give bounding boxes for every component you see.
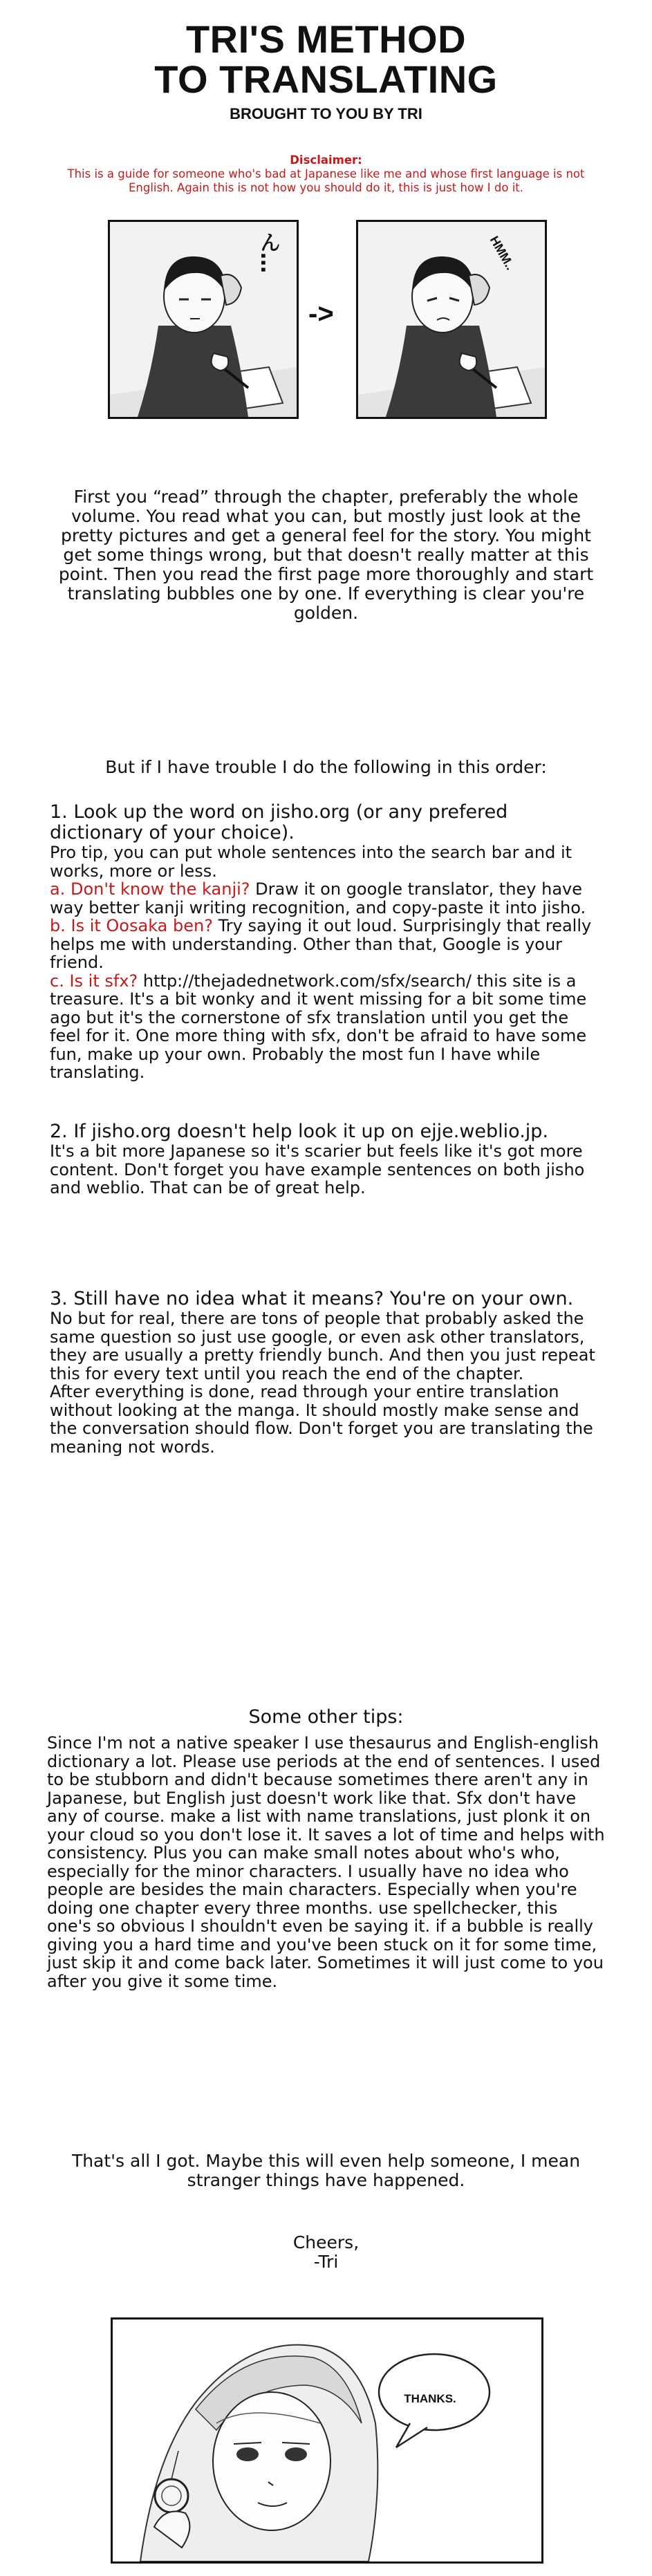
step-1b-text: Try saying it out loud. Surprisingly that really helps me with understanding. Other than that, Google is your friend. xyxy=(50,916,592,972)
manga-panel-bottom xyxy=(111,2317,543,2564)
disclaimer-heading: Disclaimer: xyxy=(290,153,362,167)
order-line: But if I have trouble I do the following in this order: xyxy=(105,757,547,777)
step-1 xyxy=(50,802,602,1082)
step-1a-label: a. Don't know the kanji? xyxy=(50,879,250,899)
step-3-text-1: No but for real, there are tons of people that probably asked the same question so just use google, or even ask other translators, they are usually a pretty friendly bunch. And then you just repeat this for every text until you reach the end of the chapter. xyxy=(50,1309,595,1383)
thanks-speech-bubble: THANKS. xyxy=(404,2392,456,2405)
tips-paragraph: Since I'm not a native speaker I use thesaurus and English-english dictionary a lot. Please use periods at the end of sentences. I used to be stubborn and didn't because sometimes there aren't any in Japanese, but English just doesn't work like that. Sfx don't have any of course. make a list with name translations, just plonk it on your cloud so you don't lose it. It saves a lot of time and helps with consistency. Plus you can make small notes about who's who, especially for the minor characters. I usually have no idea who people are besides the main characters. Especially when you're doing one chapter every three months. use spellchecker, this one's so obvious I shouldn't even be saying it. if a bubble is really giving you a hard time and you've been stuck on it for some time, just skip it and come back later. Sometimes it will just come to you after you give it some time. xyxy=(47,1733,605,1991)
tips-title: Some other tips: xyxy=(248,1706,404,1728)
step-3-text-2: After everything is done, read through your entire translation without looking at the manga. It should mostly make sense and the conversation should flow. Don't forget you are translating the meaning not words. xyxy=(50,1382,593,1457)
step-2 xyxy=(50,1121,602,1197)
step-1c-label: c. Is it sfx? xyxy=(50,971,138,991)
step-1a-text: Draw it on google translator, they have way better kanji writing recognition, and copy-paste it into jisho. xyxy=(50,879,586,917)
signoff xyxy=(0,2233,652,2272)
step-1b-label: b. Is it Oosaka ben? xyxy=(50,916,213,935)
byline: BROUGHT TO YOU BY TRI xyxy=(230,105,422,122)
step-1c-text: http://thejadednetwork.com/sfx/search/ this site is a treasure. It's a bit wonky and it went missing for a bit some time ago but it's the cornerstone of sfx translation until you get the feel for it. One more thing with sfx, don't be afraid to have some fun, make up your own. Probably the most fun I have while translating. xyxy=(50,971,587,1082)
transition-arrow: -> xyxy=(308,299,334,329)
intro-paragraph: First you “read” through the chapter, preferably the whole volume. You read what you can, but mostly just look at the pretty pictures and get a general feel for the story. You might get some things wrong, but that doesn't really matter at this point. Then you read the first page more thoroughly and start translating bubbles one by one. If everything is clear you're golden. xyxy=(58,487,594,623)
step-3 xyxy=(50,1289,602,1456)
sfx-right: HMM.. xyxy=(487,234,518,272)
title-line-1: TRI'S METHOD xyxy=(185,17,467,61)
outro-paragraph: That's all I got. Maybe this will even help someone, I mean stranger things have happened. xyxy=(71,2151,581,2190)
signoff-line-2: -Tri xyxy=(313,2252,339,2272)
step-2-text: It's a bit more Japanese so it's scarier but feels like it's got more content. Don't forget you have example sentences on both jisho and weblio. That can be of great help. xyxy=(50,1141,585,1197)
step-1-heading: 1. Look up the word on jisho.org (or any prefered dictionary of your choice). xyxy=(50,801,508,843)
disclaimer xyxy=(48,153,604,195)
title-line-2: TO TRANSLATING xyxy=(154,57,498,101)
signoff-line-1: Cheers, xyxy=(292,2232,360,2252)
sfx-left: ん… xyxy=(256,232,280,273)
step-3-heading: 3. Still have no idea what it means? You're on your own. xyxy=(50,1288,574,1309)
step-2-heading: 2. If jisho.org doesn't help look it up on ejje.weblio.jp. xyxy=(50,1121,549,1142)
step-1-text: Pro tip, you can put whole sentences into the search bar and it works, more or less. xyxy=(50,843,572,881)
girl-holding-coin-illustration xyxy=(113,2320,541,2561)
disclaimer-text: This is a guide for someone who's bad at Japanese like me and whose first language is not English. Again this is not how you should do it, this is just how I do it. xyxy=(67,167,585,194)
manga-panel-right xyxy=(356,220,547,419)
page-title xyxy=(0,19,652,100)
boy-thinking-illustration xyxy=(358,222,545,417)
